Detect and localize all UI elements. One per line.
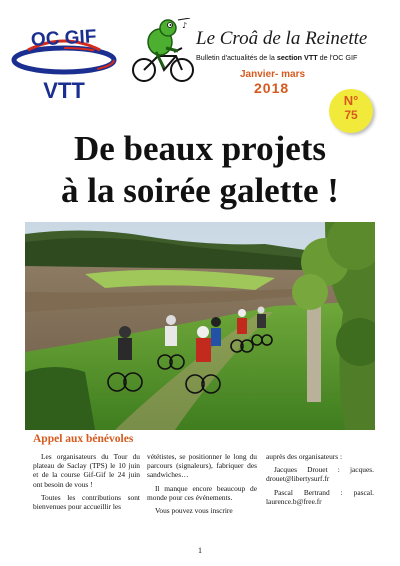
subtitle-prefix: Bulletin d'actualités de la: [196, 53, 275, 62]
headline-line-2: à la soirée galette !: [61, 171, 339, 210]
article-paragraph: Vous pouvez vous inscrire: [155, 506, 233, 516]
article-paragraph: Toutes les contributions sont bienvenues pour accueillir les: [33, 492, 140, 512]
newsletter-title: Le Croâ de la Reinette: [196, 28, 368, 49]
article-paragraph: Il manque encore beaucoup de monde pour ces événements.: [147, 483, 257, 502]
svg-text:♪: ♪: [182, 21, 188, 30]
contact-jacques-drouet[interactable]: Jacques Drouet : jacques. drouet@libertysurf.fr: [266, 465, 374, 484]
frog-cyclist-illustration: [130, 18, 198, 84]
article-column-3: [266, 452, 374, 510]
article-paragraph: auprès des organisateurs :: [266, 452, 343, 461]
logo-top-text: OC GIF: [30, 26, 97, 51]
club-logo: [8, 14, 120, 104]
article-paragraph: Les organisateurs du Tour du plateau de Saclay (TPS) le 10 juin et de la course Gif-Gif le 24 juin ont besoin de vous !: [33, 452, 140, 489]
subtitle-bold: section VTT: [276, 53, 318, 62]
cover-photo: [25, 222, 375, 430]
issue-number-badge: [329, 89, 373, 133]
issue-period: Janvier- mars: [240, 69, 306, 80]
logo-bottom-text: VTT: [43, 78, 85, 103]
contact-pascal-bertrand[interactable]: Pascal Bertrand : pascal. laurence.b@free.fr: [266, 487, 374, 506]
issue-number: 75: [344, 108, 358, 122]
issue-year: 2018: [254, 80, 290, 96]
headline: [0, 128, 400, 212]
subtitle-suffix: de l'OC GIF: [319, 53, 358, 62]
article-title: Appel aux bénévoles: [33, 433, 134, 445]
headline-line-1: De beaux projets: [73, 129, 327, 168]
article-column-1: [33, 452, 140, 515]
newsletter-subtitle: [196, 53, 357, 62]
article-column-2: [147, 452, 257, 519]
issue-number-label: N°: [343, 93, 359, 108]
article-paragraph: vététistes, se positionner le long du parcours (signaleurs), fabriquer des sandwiches…: [147, 452, 257, 480]
page-number: 1: [198, 546, 202, 555]
